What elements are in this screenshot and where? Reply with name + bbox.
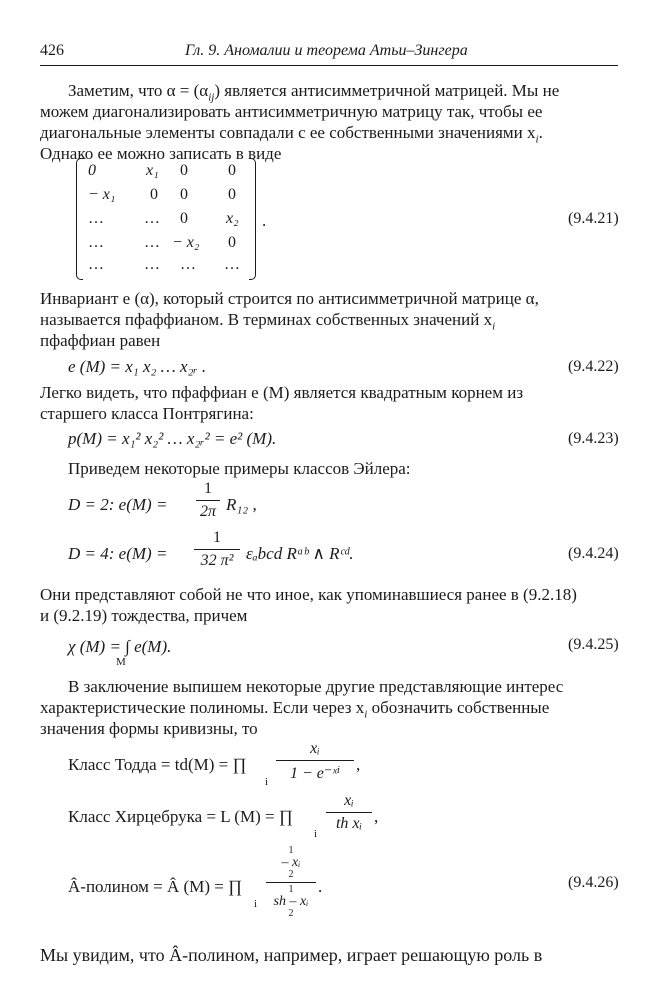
p6-line3: значения формы кривизны, то (40, 719, 258, 738)
fraction-denominator-top: 1 (288, 884, 294, 895)
p1-line1: Заметим, что $\alpha = (\alpha_{ij})$ является антисимметричной матрицей. Мы не (68, 81, 560, 104)
header-rule (40, 65, 618, 66)
p3-line1: Легко видеть, что пфаффиан e (M) является квадратным корнем из (40, 383, 524, 402)
matrix-period: . (262, 211, 267, 230)
matrix-left-bracket (76, 158, 83, 280)
p2-line2: называется пфаффианом. В терминах собственных значений $x_i$ (40, 310, 496, 333)
fraction-numerator: 1 (213, 529, 221, 546)
fraction-numerator-top: 1 (288, 845, 294, 856)
euler-d2-lhs: D = 2: e(M) = (68, 495, 168, 514)
fraction-numerator: 1 (204, 480, 212, 497)
fraction-numerator: xᵢ (344, 792, 354, 809)
equation-number: (9.4.23) (568, 430, 619, 447)
equation-number: (9.4.24) (568, 545, 619, 562)
todd-fraction (276, 740, 354, 783)
euler-d2-rhs: R₁₂ , (226, 495, 257, 514)
p5-line1: Они представляют собой не что иное, как упоминавшиеся ранее в (9.2.18) (40, 585, 577, 604)
matrix-cell: 0 (180, 186, 188, 203)
matrix-cell: 0 (180, 162, 188, 179)
equation-number: (9.4.21) (568, 210, 619, 227)
matrix-right-bracket (249, 158, 256, 280)
matrix-cell: − x₁ (88, 186, 116, 203)
fraction-denominator: sh – xᵢ (273, 894, 309, 909)
euler-d4-rhs: εₐbcd Rᵃᵇ ∧ Rᶜᵈ. (246, 544, 354, 563)
p2-line3: пфаффиан равен (40, 331, 161, 350)
matrix-cell: … (88, 234, 104, 251)
fraction-denominator: 2π (199, 503, 216, 520)
ahat-lhs: Â-полином = Â (M) = ∏ (68, 877, 243, 896)
fraction-bar (266, 882, 316, 883)
euler-d2-fraction (196, 480, 220, 521)
pfaffian-equation: e (M) = x₁ x₂ … x₂ᵣ . (68, 357, 207, 376)
matrix-cell: … (180, 256, 196, 273)
fraction-numerator-bottom: 2 (288, 869, 294, 880)
p7-line1: Мы увидим, что Â-полином, например, играет решающую роль в (40, 945, 543, 965)
matrix-cell: − x₂ (172, 234, 200, 251)
pontryagin-equation: p(M) = x₁² x₂² … x₂ᵣ² = e² (M). (68, 429, 277, 448)
matrix-cell: 0 (228, 162, 236, 179)
matrix-cell: x₁ (146, 162, 159, 179)
fraction-denominator: 1 − e⁻ˣⁱ (289, 765, 341, 782)
matrix-cell: 0 (88, 162, 96, 179)
matrix-cell: … (144, 234, 160, 251)
product-subscript: i (314, 828, 318, 840)
fraction-bar (276, 760, 354, 761)
fraction-denominator-bottom: 2 (288, 908, 294, 919)
matrix-cell: 0 (150, 186, 158, 203)
p1-line3: диагональные элементы совпадали с ее собственными значениями $x_i$. (40, 123, 543, 146)
integral-subscript: M (116, 656, 126, 668)
fraction-bar (194, 549, 240, 550)
todd-comma: , (356, 755, 361, 774)
product-subscript: i (265, 776, 269, 788)
p3-line2: старшего класса Понтрягина: (40, 404, 254, 423)
p1-line4: Однако ее можно записать в виде (40, 144, 282, 163)
fraction-numerator: – xᵢ (281, 855, 301, 870)
antisymmetric-matrix (76, 158, 256, 278)
fraction-denominator: 32 π² (200, 552, 234, 569)
euler-d4-fraction (194, 529, 240, 570)
p2-line1: Инвариант e (α), который строится по антисимметричной матрице α, (40, 289, 539, 308)
matrix-cell: … (144, 210, 160, 227)
p1-line2: можем диагонализировать антисимметричную матрицу так, чтобы ее (40, 102, 543, 121)
fraction-bar (326, 812, 372, 813)
matrix-cell: 0 (228, 186, 236, 203)
euler-d4-lhs: D = 4: e(M) = (68, 544, 168, 563)
matrix-cell: … (144, 256, 160, 273)
equation-number: (9.4.26) (568, 874, 619, 891)
fraction-bar (196, 500, 220, 501)
fraction-denominator: th xᵢ (335, 815, 363, 832)
p4-line1: Приведем некоторые примеры классов Эйлера: (68, 459, 411, 478)
matrix-cell: … (224, 256, 240, 273)
p6-line1: В заключение выпишем некоторые другие представляющие интерес (68, 677, 564, 696)
running-title: Гл. 9. Аномалии и теорема Атьи–Зингера (185, 42, 468, 59)
page-number: 426 (40, 42, 64, 59)
hirzebruch-lhs: Класс Хирцебрука = L (M) = ∏ (68, 807, 293, 826)
matrix-cell: 0 (228, 234, 236, 251)
matrix-cell: x₂ (226, 210, 239, 227)
equation-number: (9.4.22) (568, 358, 619, 375)
product-subscript: i (254, 898, 258, 910)
p5-line2: и (9.2.19) тождества, причем (40, 606, 248, 625)
fraction-numerator: xᵢ (310, 740, 320, 757)
ahat-period: . (318, 877, 323, 896)
todd-lhs: Класс Тодда = td(M) = ∏ (68, 755, 247, 774)
hirzebruch-fraction (326, 792, 372, 833)
matrix-cell: … (88, 256, 104, 273)
matrix-cell: … (88, 210, 104, 227)
ahat-fraction (266, 846, 316, 919)
matrix-cell: 0 (180, 210, 188, 227)
chi-equation: χ (M) = ∫ e(M). (68, 637, 172, 656)
equation-number: (9.4.25) (568, 636, 619, 653)
hirzebruch-comma: , (374, 807, 379, 826)
p6-line2: характеристические полиномы. Если через $x_i$ обозначить собственные (40, 698, 550, 721)
